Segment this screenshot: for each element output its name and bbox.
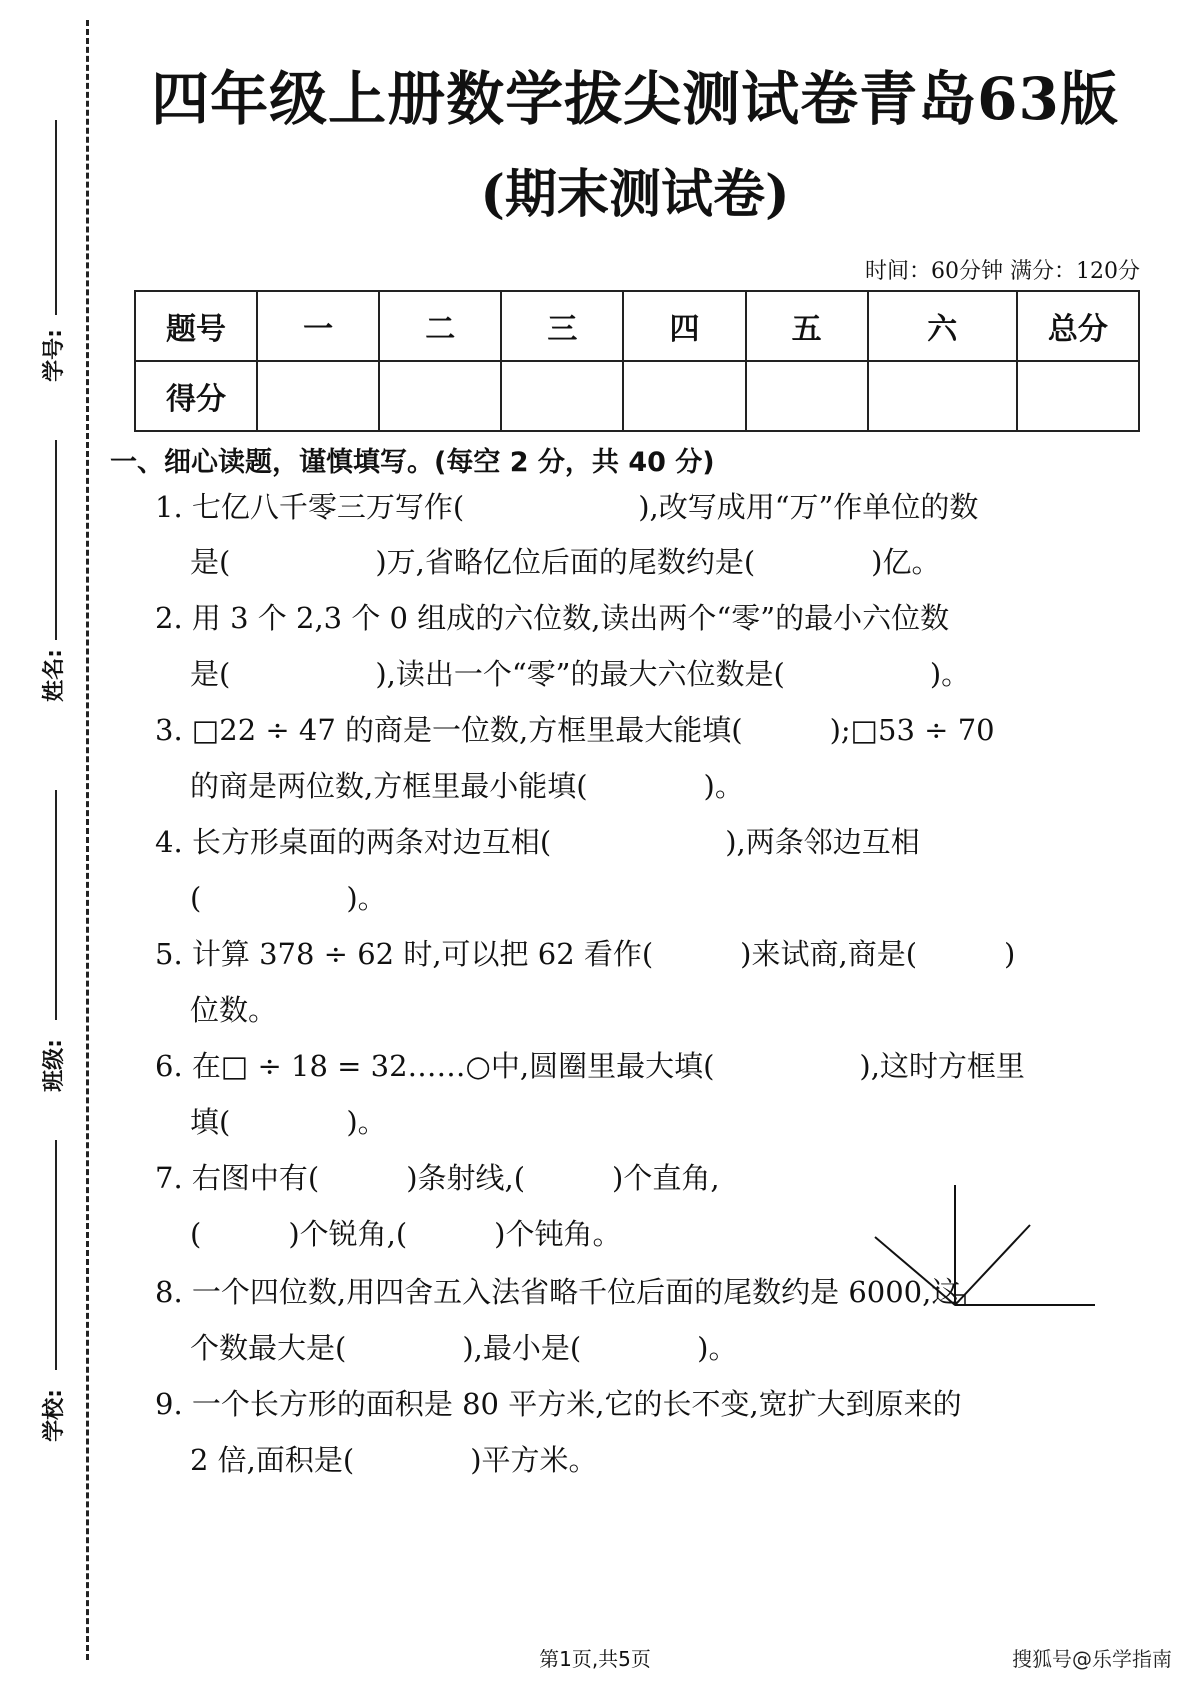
name-field[interactable] bbox=[22, 440, 82, 710]
score-cell[interactable] bbox=[868, 361, 1017, 431]
score-table-score-row bbox=[135, 361, 1139, 431]
question-2-line-1: 2. 用 3 个 2,3 个 0 组成的六位数,读出两个“零”的最小六位数 bbox=[155, 601, 950, 635]
page-number: 第1页,共5页 bbox=[539, 1647, 651, 1671]
score-header-cell: 一 bbox=[257, 291, 379, 361]
page-title: 四年级上册数学拔尖测试卷青岛63版 bbox=[151, 65, 1119, 133]
class-line bbox=[55, 790, 57, 1020]
question-4-line-2: ( )。 bbox=[190, 881, 387, 915]
score-cell[interactable] bbox=[1017, 361, 1139, 431]
score-header-cell: 三 bbox=[501, 291, 623, 361]
class-label: 班级: bbox=[41, 1038, 67, 1092]
page-subtitle: (期末测试卷) bbox=[480, 164, 790, 225]
question-8-line-1: 8. 一个四位数,用四舍五入法省略千位后面的尾数约是 6000,这 bbox=[155, 1275, 961, 1309]
binding-dashed-line bbox=[86, 20, 89, 1660]
ray-right bbox=[955, 1225, 1030, 1305]
score-cell[interactable] bbox=[501, 361, 623, 431]
question-6-line-2: 填( )。 bbox=[190, 1105, 387, 1139]
rays-angle-figure bbox=[870, 1185, 1100, 1315]
student-id-line bbox=[55, 120, 57, 315]
watermark: 搜狐号@乐学指南 bbox=[1012, 1647, 1172, 1671]
school-field[interactable] bbox=[22, 1140, 82, 1450]
question-7-line-1: 7. 右图中有( )条射线,( )个直角, bbox=[155, 1161, 720, 1195]
score-header-cell: 四 bbox=[623, 291, 745, 361]
question-3-line-2: 的商是两位数,方框里最小能填( )。 bbox=[190, 769, 744, 803]
class-field[interactable] bbox=[22, 790, 82, 1100]
score-header-cell: 题号 bbox=[135, 291, 257, 361]
ray-left bbox=[875, 1237, 955, 1305]
question-9-line-2: 2 倍,面积是( )平方米。 bbox=[190, 1443, 598, 1477]
student-id-label: 学号: bbox=[41, 328, 67, 382]
exam-meta: 时间：60分钟 满分：120分 bbox=[865, 259, 1140, 284]
question-3-line-1: 3. □22 ÷ 47 的商是一位数,方框里最大能填( );□53 ÷ 70 bbox=[155, 713, 995, 747]
question-5-line-2: 位数。 bbox=[190, 993, 278, 1027]
score-header-cell: 二 bbox=[379, 291, 501, 361]
question-1-line-1: 1. 七亿八千零三万写作( ),改写成用“万”作单位的数 bbox=[155, 490, 979, 524]
section-heading: 一、细心读题，谨慎填写。(每空 2 分，共 40 分) bbox=[110, 447, 715, 478]
score-header-cell: 总分 bbox=[1017, 291, 1139, 361]
score-header-cell: 六 bbox=[868, 291, 1017, 361]
score-cell[interactable] bbox=[257, 361, 379, 431]
student-id-field[interactable] bbox=[22, 120, 82, 390]
score-row-label: 得分 bbox=[135, 361, 257, 431]
score-header-cell: 五 bbox=[746, 291, 868, 361]
score-table bbox=[134, 290, 1140, 432]
question-9-line-1: 9. 一个长方形的面积是 80 平方米,它的长不变,宽扩大到原来的 bbox=[155, 1387, 962, 1421]
school-line bbox=[55, 1140, 57, 1370]
question-6-line-1: 6. 在□ ÷ 18 = 32……○中,圆圈里最大填( ),这时方框里 bbox=[155, 1049, 1025, 1083]
score-cell[interactable] bbox=[379, 361, 501, 431]
name-label: 姓名: bbox=[41, 648, 67, 702]
name-line bbox=[55, 440, 57, 640]
question-2-line-2: 是( ),读出一个“零”的最大六位数是( )。 bbox=[190, 657, 971, 691]
score-table-header-row bbox=[135, 291, 1139, 361]
question-4-line-1: 4. 长方形桌面的两条对边互相( ),两条邻边互相 bbox=[155, 825, 920, 859]
question-5-line-1: 5. 计算 378 ÷ 62 时,可以把 62 看作( )来试商,商是( ) bbox=[155, 937, 1016, 971]
score-cell[interactable] bbox=[746, 361, 868, 431]
score-cell[interactable] bbox=[623, 361, 745, 431]
question-1-line-2: 是( )万,省略亿位后面的尾数约是( )亿。 bbox=[190, 545, 941, 579]
question-7-line-2: ( )个锐角,( )个钝角。 bbox=[190, 1217, 622, 1251]
question-8-line-2: 个数最大是( ),最小是( )。 bbox=[190, 1331, 738, 1365]
school-label: 学校: bbox=[41, 1388, 67, 1442]
